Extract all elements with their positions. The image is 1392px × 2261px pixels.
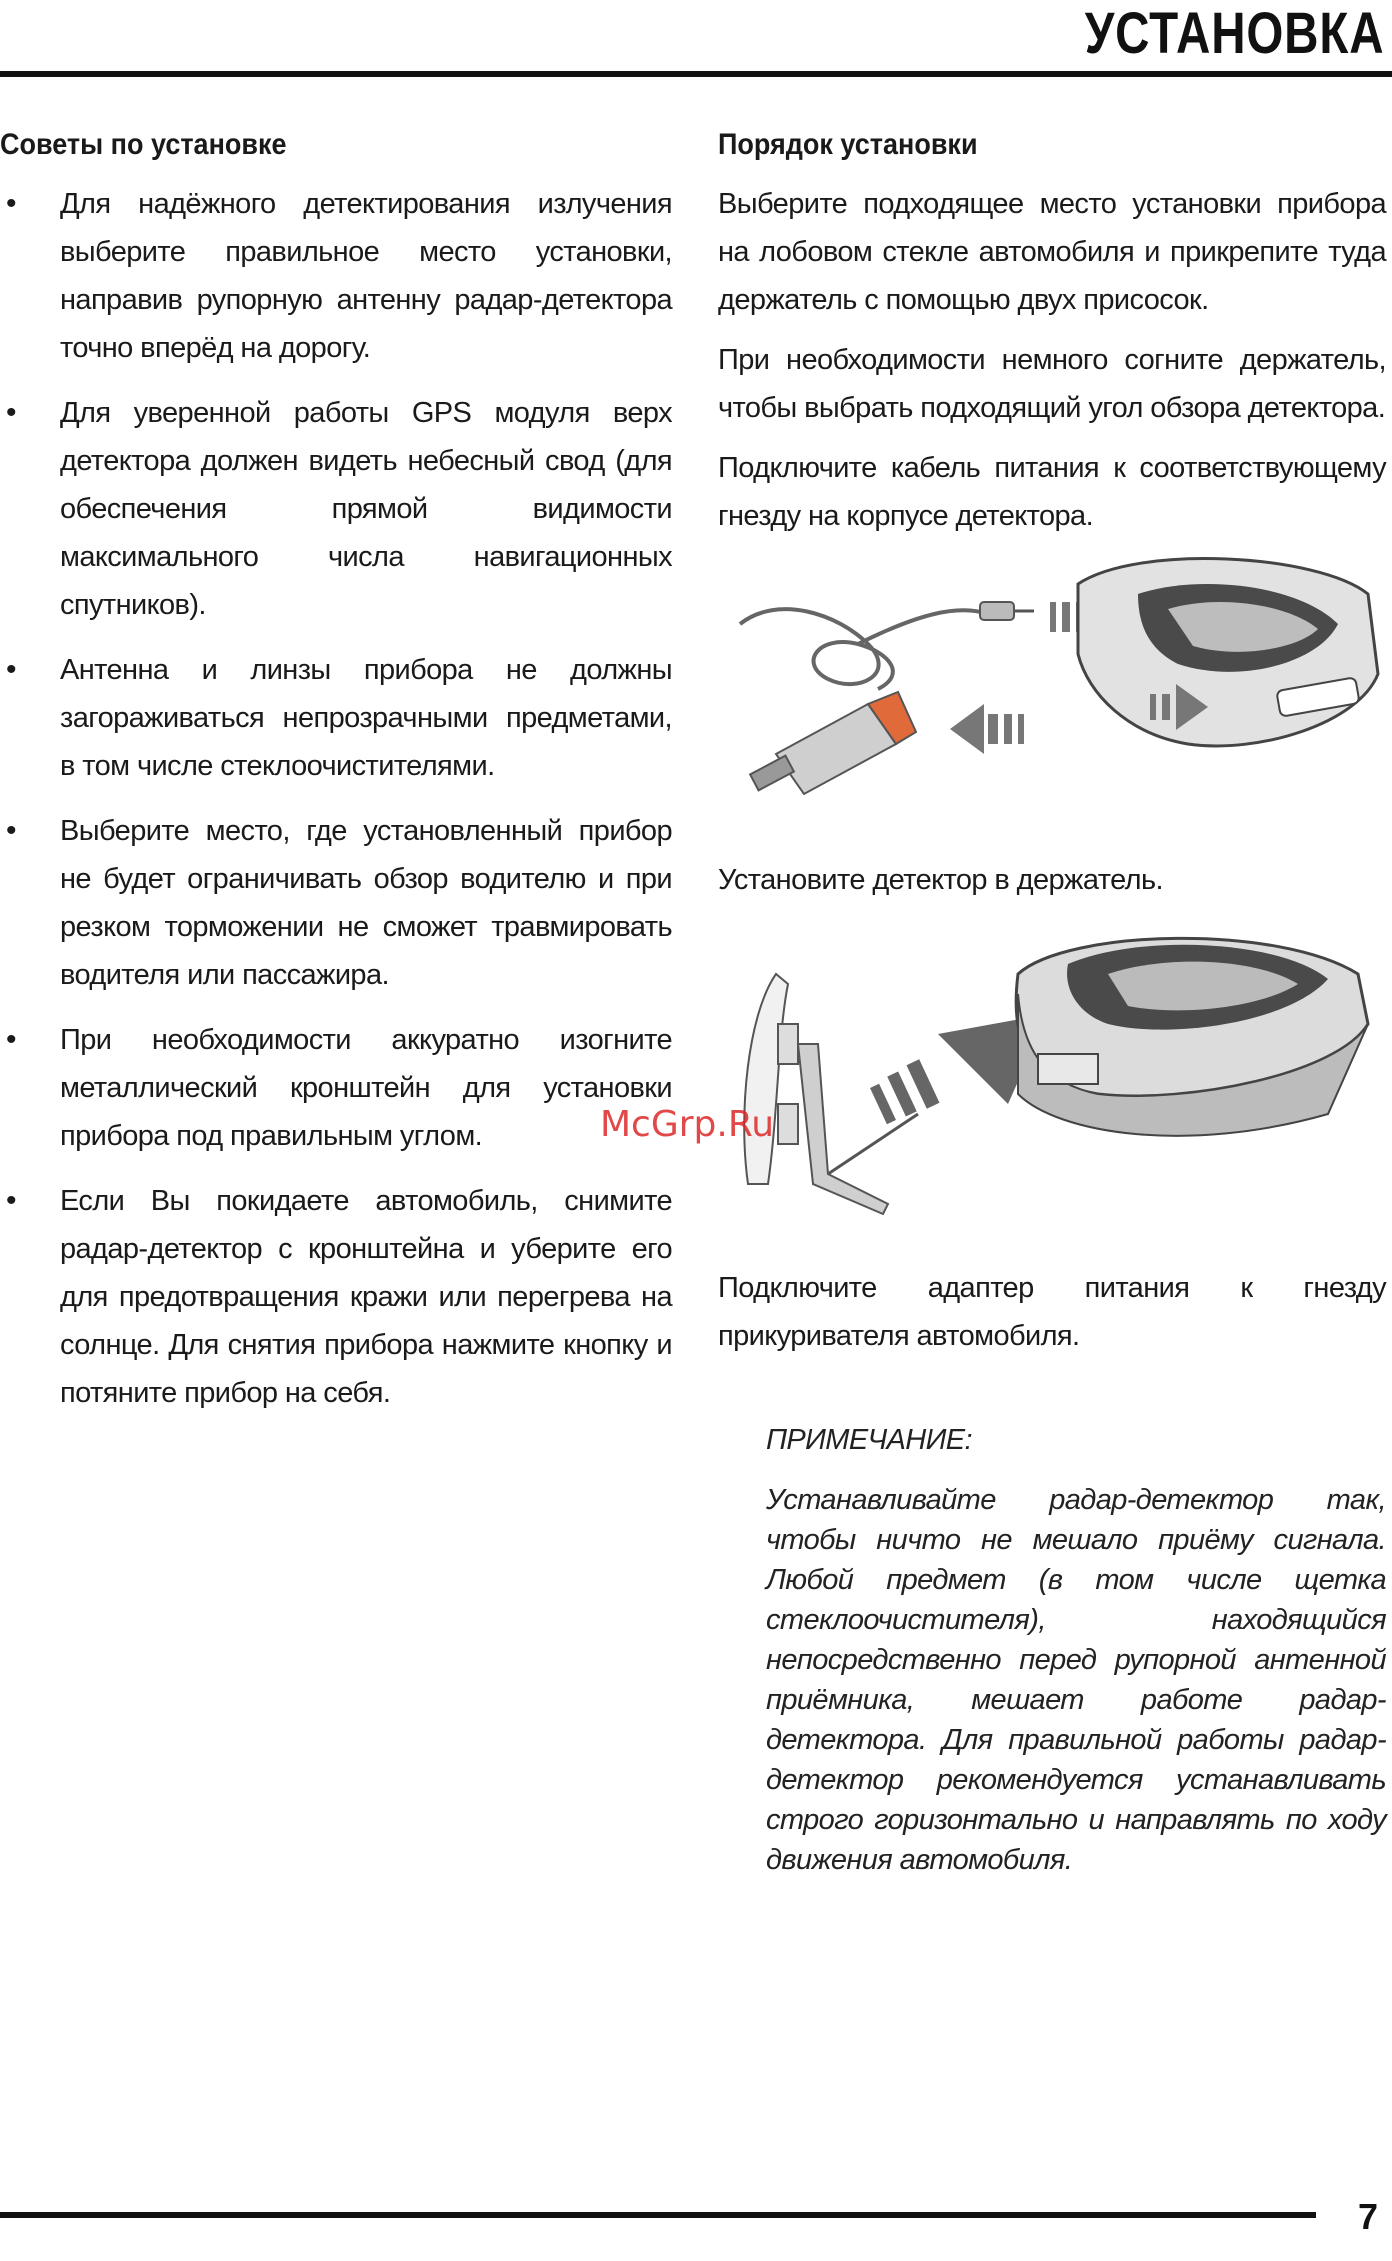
cable-diagram xyxy=(718,554,1386,816)
bullet-icon: • xyxy=(6,1184,16,1217)
adapter-step-text: Подключите адаптер питания к гнезду прикуривателя автомобиля. xyxy=(718,1272,1386,1352)
footer-divider xyxy=(0,2212,1316,2218)
tips-heading: Советы по установке xyxy=(0,128,287,161)
tip-item xyxy=(0,389,672,629)
tip-text: Для надёжного детектирования излучения выберите правильное место установки, направив рупорную антенну радар-детектора точно вперёд на дорогу. xyxy=(60,188,672,364)
bullet-icon: • xyxy=(6,1023,16,1056)
note-block xyxy=(766,1420,1386,1880)
tips-list xyxy=(0,180,672,1417)
holder-diagram xyxy=(718,934,1386,1234)
tip-item xyxy=(0,1016,672,1160)
page-number: 7 xyxy=(1357,2196,1378,2237)
tip-text: Выберите место, где установленный прибор не будет ограничивать обзор водителю и при резком торможении не сможет травмировать водителя или пассажира. xyxy=(60,815,672,991)
tip-item xyxy=(0,646,672,790)
tip-item xyxy=(0,1177,672,1417)
bullet-icon: • xyxy=(6,814,16,847)
procedure-column xyxy=(718,128,1386,1880)
tip-item xyxy=(0,180,672,372)
bullet-icon: • xyxy=(6,396,16,429)
procedure-heading: Порядок установки xyxy=(718,128,978,161)
procedure-paragraph: При необходимости немного согните держатель, чтобы выбрать подходящий угол обзора детектора. xyxy=(718,344,1386,424)
procedure-paragraph: Выберите подходящее место установки прибора на лобовом стекле автомобиля и прикрепите туда держатель с помощью двух присосок. xyxy=(718,188,1386,316)
bullet-icon: • xyxy=(6,653,16,686)
note-title: ПРИМЕЧАНИЕ: xyxy=(766,1424,972,1456)
holder-mount-illustration xyxy=(718,934,1386,1234)
cable-connection-illustration xyxy=(718,554,1386,816)
install-step-text: Установите детектор в держатель. xyxy=(718,864,1163,896)
tip-text: Для уверенной работы GPS модуля верх детектора должен видеть небесный свод (для обеспечения прямой видимости максимального числа навигационных спутников). xyxy=(60,397,672,621)
watermark: McGrp.Ru xyxy=(600,1104,775,1145)
tip-item xyxy=(0,807,672,999)
tips-column xyxy=(0,128,672,1434)
procedure-paragraph: Подключите кабель питания к соответствующему гнезду на корпусе детектора. xyxy=(718,452,1386,532)
header-divider xyxy=(0,71,1392,77)
tip-text: Если Вы покидаете автомобиль, снимите радар-детектор с кронштейна и уберите его для предотвращения кражи или перегрева на солнце. Для снятия прибора нажмите кнопку и потяните прибор на себя. xyxy=(60,1185,672,1409)
bullet-icon: • xyxy=(6,187,16,220)
page-title: УСТАНОВКА xyxy=(1084,1,1384,66)
tip-text: При необходимости аккуратно изогните металлический кронштейн для установки прибора под правильным углом. xyxy=(60,1024,672,1152)
note-text: Устанавливайте радар-детектор так, чтобы ничто не мешало приёму сигнала. Любой предмет (в том числе щетка стеклоочистителя), находящийся непосредственно перед рупорной антенной приёмника, мешает работе радар-детектора. Для правильной работы радар-детектор рекомендуется устанавливать строго горизонтально и направлять по ходу движения автомобиля. xyxy=(766,1484,1386,1876)
tip-text: Антенна и линзы прибора не должны загораживаться непрозрачными предметами, в том числе стеклоочистителями. xyxy=(60,654,672,782)
